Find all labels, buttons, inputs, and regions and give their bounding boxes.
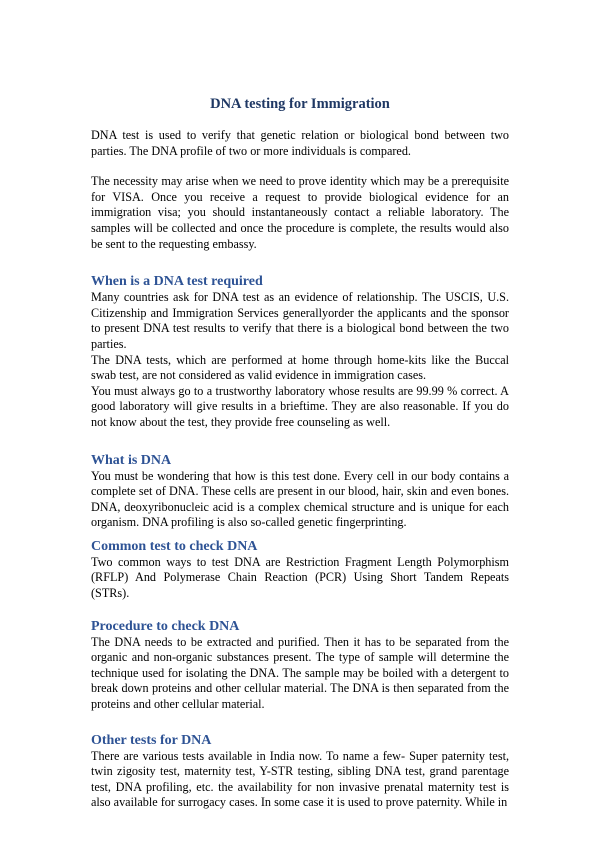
section-paragraph: You must always go to a trustworthy laboratory whose results are 99.99 % correct. A good laboratory will give results in a brieftime. They are also reasonable. If you do not know about the test, they provide free counseling as well. — [91, 383, 509, 429]
section-paragraph: There are various tests available in India now. To name a few- Super paternity test, twin zigosity test, maternity test, Y-STR testing, sibling DNA test, grand parentage test, DNA profiling, etc. the availability for non invasive prenatal maternity test is also available for surrogacy cases. In some case it is used to prove paternity. While in — [91, 748, 509, 810]
section-heading-when-required: When is a DNA test required — [91, 274, 263, 290]
intro-paragraph: The necessity may arise when we need to prove identity which may be a prerequisite for VISA. Once you receive a request to provide biological evidence for an immigration visa; you should instantaneously contact a reliable laboratory. The samples will be collected and once the procedure is complete, the results would also be sent to the requesting embassy. — [91, 174, 509, 251]
section-paragraph: Two common ways to test DNA are Restriction Fragment Length Polymorphism (RFLP) And Polymerase Chain Reaction (PCR) Using Short Tandem Repeats (STRs). — [91, 554, 509, 601]
section-paragraph: The DNA tests, which are performed at home through home-kits like the Buccal swab test, are not considered as valid evidence in immigration cases. — [91, 352, 509, 383]
document-page — [91, 96, 509, 811]
section-heading-procedure: Procedure to check DNA — [91, 618, 240, 634]
section-paragraph: Many countries ask for DNA test as an evidence of relationship. The USCIS, U.S. Citizenship and Immigration Services generallyorder the applicants and the sponsor to present DNA test results to verify that there is a biological bond between the two parties. — [91, 290, 509, 351]
document-title: DNA testing for Immigration — [210, 96, 390, 112]
section-heading-common-test: Common test to check DNA — [91, 538, 258, 554]
section-heading-what-is-dna: What is DNA — [91, 452, 172, 468]
section-heading-other-tests: Other tests for DNA — [91, 732, 212, 748]
section-paragraph: The DNA needs to be extracted and purified. Then it has to be separated from the organic and non-organic substances present. The type of sample will determine the technique used for isolating the DNA. The sample may be boiled with a detergent to break down proteins and other cellular material. The DNA is then separated from the proteins and other cellular material. — [91, 634, 509, 712]
section-paragraph: You must be wondering that how is this test done. Every cell in our body contains a complete set of DNA. These cells are present in our blood, hair, skin and even bones. DNA, deoxyribonucleic acid is a complex chemical structure and is unique for each organism. DNA profiling is also so-called genetic fingerprinting. — [91, 468, 509, 530]
intro-paragraph: DNA test is used to verify that genetic relation or biological bond between two parties. The DNA profile of two or more individuals is compared. — [91, 128, 509, 158]
